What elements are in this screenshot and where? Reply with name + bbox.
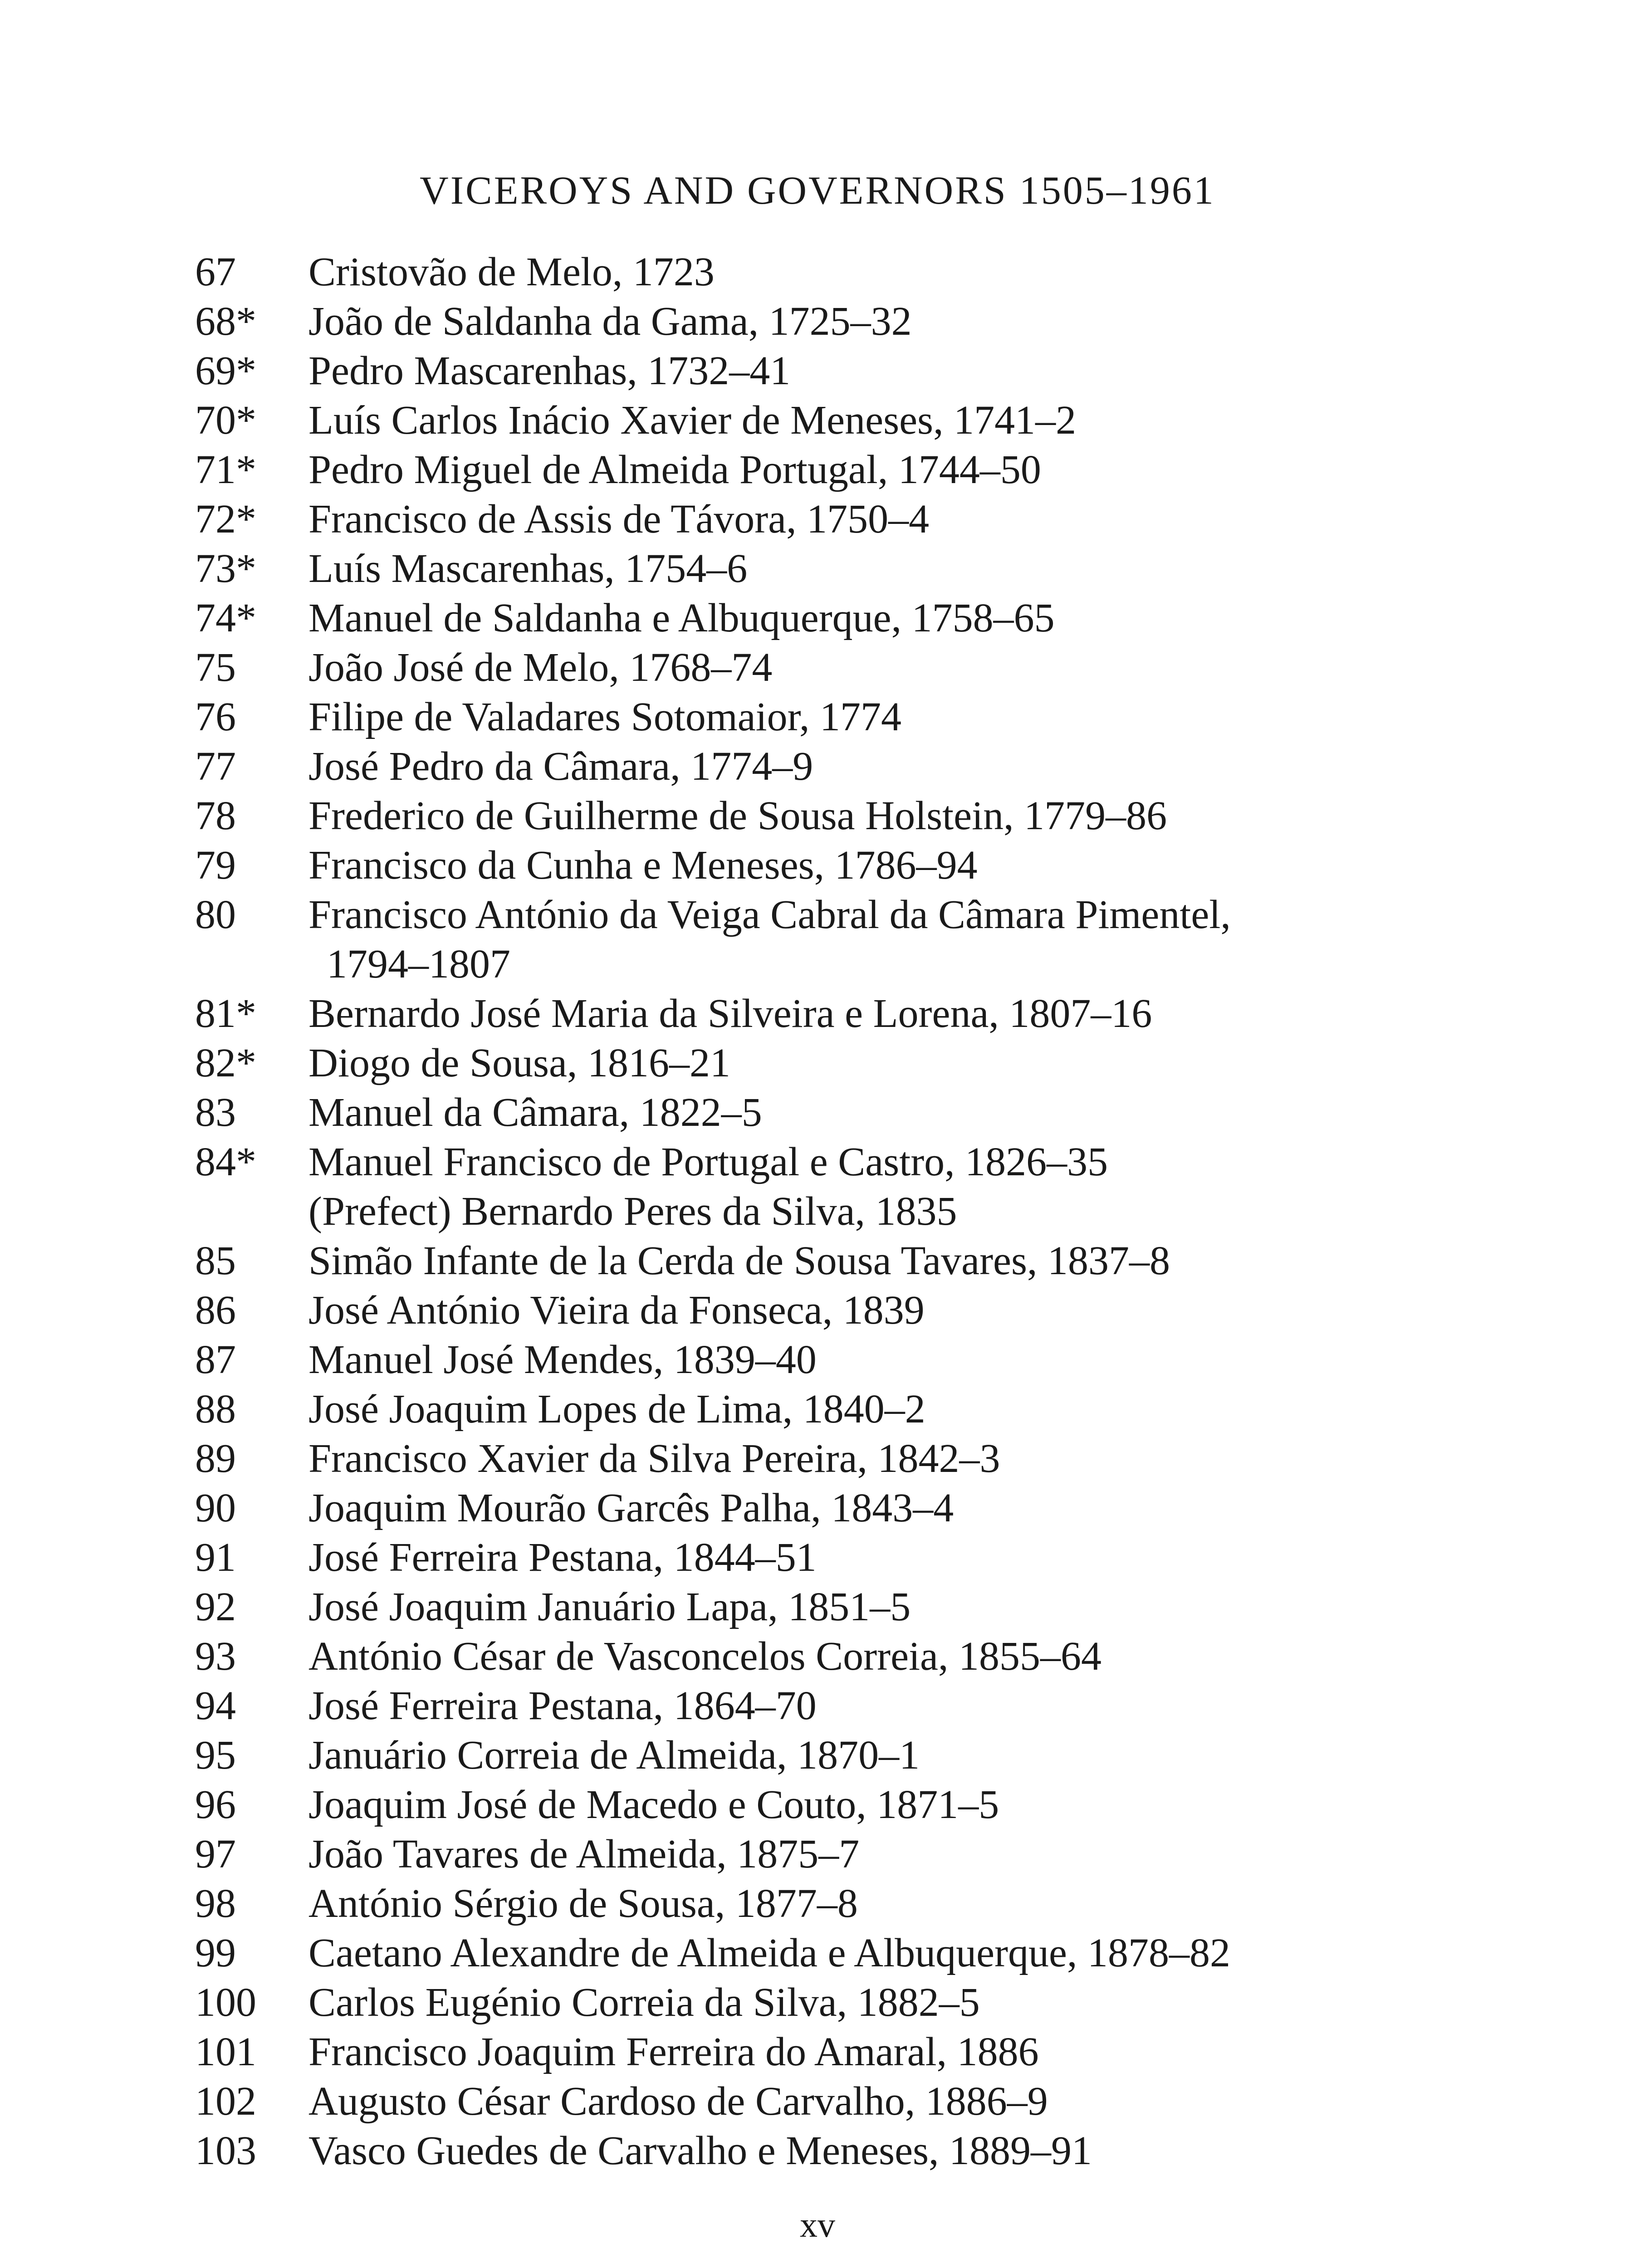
list-item: [0, 1730, 1635, 1780]
entry-text: Manuel Francisco de Portugal e Castro, 1826–35: [308, 1139, 1108, 1184]
list-item-prefect: [0, 1187, 1635, 1236]
list-item: [0, 1582, 1635, 1632]
list-item: [0, 1335, 1635, 1384]
entry-text: Cristovão de Melo, 1723: [308, 249, 715, 294]
entry-text: Caetano Alexandre de Almeida e Albuquerque, 1878–82: [308, 1931, 1230, 1975]
entry-text: Francisco da Cunha e Meneses, 1786–94: [308, 843, 978, 888]
entry-number: 92: [195, 1584, 236, 1629]
entry-text: Joaquim José de Macedo e Couto, 1871–5: [308, 1782, 999, 1827]
entry-number: 77: [195, 744, 236, 789]
entry-number: 80: [195, 892, 236, 937]
entry-number: 88: [195, 1387, 236, 1432]
list-item: [0, 643, 1635, 692]
entry-text: Manuel de Saldanha e Albuquerque, 1758–65: [308, 596, 1055, 640]
list-item: [0, 396, 1635, 445]
list-item: [0, 1780, 1635, 1829]
entry-number: 93: [195, 1634, 236, 1679]
entry-number: 76: [195, 694, 236, 739]
list-item: [0, 1434, 1635, 1483]
entry-number: 73*: [195, 546, 256, 591]
entry-number: 70*: [195, 398, 256, 443]
entry-text: José António Vieira da Fonseca, 1839: [308, 1288, 925, 1333]
list-item: [0, 1236, 1635, 1286]
list-item: [0, 1632, 1635, 1681]
list-item: [0, 593, 1635, 643]
entry-text: Januário Correia de Almeida, 1870–1: [308, 1733, 920, 1778]
entry-number: 87: [195, 1337, 236, 1382]
entry-number: 71*: [195, 447, 256, 492]
list-item: [0, 247, 1635, 297]
list-item: [0, 1829, 1635, 1879]
entry-number: 102: [195, 2079, 256, 2124]
entry-number: 83: [195, 1090, 236, 1135]
entry-number: 78: [195, 793, 236, 838]
list-item: [0, 445, 1635, 494]
entry-number: 91: [195, 1535, 236, 1580]
list-item: [0, 494, 1635, 544]
entry-text: João Tavares de Almeida, 1875–7: [308, 1832, 860, 1877]
entry-number: 75: [195, 645, 236, 690]
list-item: [0, 890, 1635, 939]
list-item: [0, 1879, 1635, 1928]
list-item: [0, 2077, 1635, 2126]
entry-text: Frederico de Guilherme de Sousa Holstein, 1779–86: [308, 793, 1167, 838]
list-item: [0, 1928, 1635, 1978]
entry-number: 74*: [195, 596, 256, 640]
entry-text: João José de Melo, 1768–74: [308, 645, 773, 690]
list-item: [0, 346, 1635, 396]
page-number: xv: [800, 2205, 835, 2244]
entry-number: 94: [195, 1683, 236, 1728]
governor-list: [0, 247, 1635, 2175]
entry-text: Luís Mascarenhas, 1754–6: [308, 546, 748, 591]
entry-number: 90: [195, 1486, 236, 1530]
entry-text: José Ferreira Pestana, 1864–70: [308, 1683, 817, 1728]
entry-number: 98: [195, 1881, 236, 1926]
entry-text: 1794–1807: [327, 942, 510, 987]
entry-number: 68*: [195, 299, 256, 344]
entry-text: Francisco António da Veiga Cabral da Câmara Pimentel,: [308, 892, 1231, 937]
entry-text: Augusto César Cardoso de Carvalho, 1886–9: [308, 2079, 1048, 2124]
entry-number: 81*: [195, 991, 256, 1036]
entry-number: 86: [195, 1288, 236, 1333]
entry-number: 84*: [195, 1139, 256, 1184]
list-item: [0, 2126, 1635, 2175]
list-item: [0, 297, 1635, 346]
entry-text: Luís Carlos Inácio Xavier de Meneses, 1741–2: [308, 398, 1077, 443]
entry-number: 101: [195, 2029, 256, 2074]
entry-text: Francisco de Assis de Távora, 1750–4: [308, 497, 930, 542]
entry-text: Manuel José Mendes, 1839–40: [308, 1337, 817, 1382]
list-item: [0, 1286, 1635, 1335]
entry-number: 99: [195, 1931, 236, 1975]
entry-number: 103: [195, 2128, 256, 2173]
entry-number: 95: [195, 1733, 236, 1778]
list-item: [0, 544, 1635, 593]
entry-text: António Sérgio de Sousa, 1877–8: [308, 1881, 858, 1926]
list-item: [0, 1978, 1635, 2027]
entry-number: 100: [195, 1980, 256, 2025]
entry-text: João de Saldanha da Gama, 1725–32: [308, 299, 912, 344]
entry-text: Francisco Joaquim Ferreira do Amaral, 1886: [308, 2029, 1039, 2074]
entry-number: 69*: [195, 348, 256, 393]
list-item-continuation: [0, 939, 1635, 989]
entry-text: Simão Infante de la Cerda de Sousa Tavares, 1837–8: [308, 1238, 1170, 1283]
entry-text: Manuel da Câmara, 1822–5: [308, 1090, 762, 1135]
list-item: [0, 1088, 1635, 1137]
running-head: VICEROYS AND GOVERNORS 1505–1961: [420, 169, 1215, 213]
list-item: [0, 1533, 1635, 1582]
entry-text: Joaquim Mourão Garcês Palha, 1843–4: [308, 1486, 954, 1530]
entry-text: Vasco Guedes de Carvalho e Meneses, 1889–91: [308, 2128, 1092, 2173]
entry-number: 82*: [195, 1041, 256, 1085]
list-item: [0, 1483, 1635, 1533]
entry-number: 85: [195, 1238, 236, 1283]
entry-number: 96: [195, 1782, 236, 1827]
entry-number: 79: [195, 843, 236, 888]
list-item: [0, 692, 1635, 742]
list-item: [0, 1681, 1635, 1730]
entry-text: Pedro Miguel de Almeida Portugal, 1744–50: [308, 447, 1041, 492]
list-item: [0, 1038, 1635, 1088]
entry-text: José Ferreira Pestana, 1844–51: [308, 1535, 817, 1580]
entry-number: 72*: [195, 497, 256, 542]
list-item: [0, 742, 1635, 791]
entry-text: José Joaquim Lopes de Lima, 1840–2: [308, 1387, 925, 1432]
entry-text: Francisco Xavier da Silva Pereira, 1842–3: [308, 1436, 1000, 1481]
list-item: [0, 841, 1635, 890]
list-item: [0, 2027, 1635, 2077]
entry-text: Diogo de Sousa, 1816–21: [308, 1041, 730, 1085]
entry-number: 97: [195, 1832, 236, 1877]
entry-text: José Pedro da Câmara, 1774–9: [308, 744, 813, 789]
entry-text: Filipe de Valadares Sotomaior, 1774: [308, 694, 902, 739]
entry-text: (Prefect) Bernardo Peres da Silva, 1835: [308, 1189, 957, 1234]
list-item: [0, 989, 1635, 1038]
list-item: [0, 1384, 1635, 1434]
entry-number: 89: [195, 1436, 236, 1481]
list-item: [0, 1137, 1635, 1187]
entry-text: Bernardo José Maria da Silveira e Lorena, 1807–16: [308, 991, 1152, 1036]
list-item: [0, 791, 1635, 841]
entry-number: 67: [195, 249, 236, 294]
entry-text: Carlos Eugénio Correia da Silva, 1882–5: [308, 1980, 980, 2025]
entry-text: António César de Vasconcelos Correia, 1855–64: [308, 1634, 1101, 1679]
entry-text: José Joaquim Januário Lapa, 1851–5: [308, 1584, 911, 1629]
entry-text: Pedro Mascarenhas, 1732–41: [308, 348, 791, 393]
